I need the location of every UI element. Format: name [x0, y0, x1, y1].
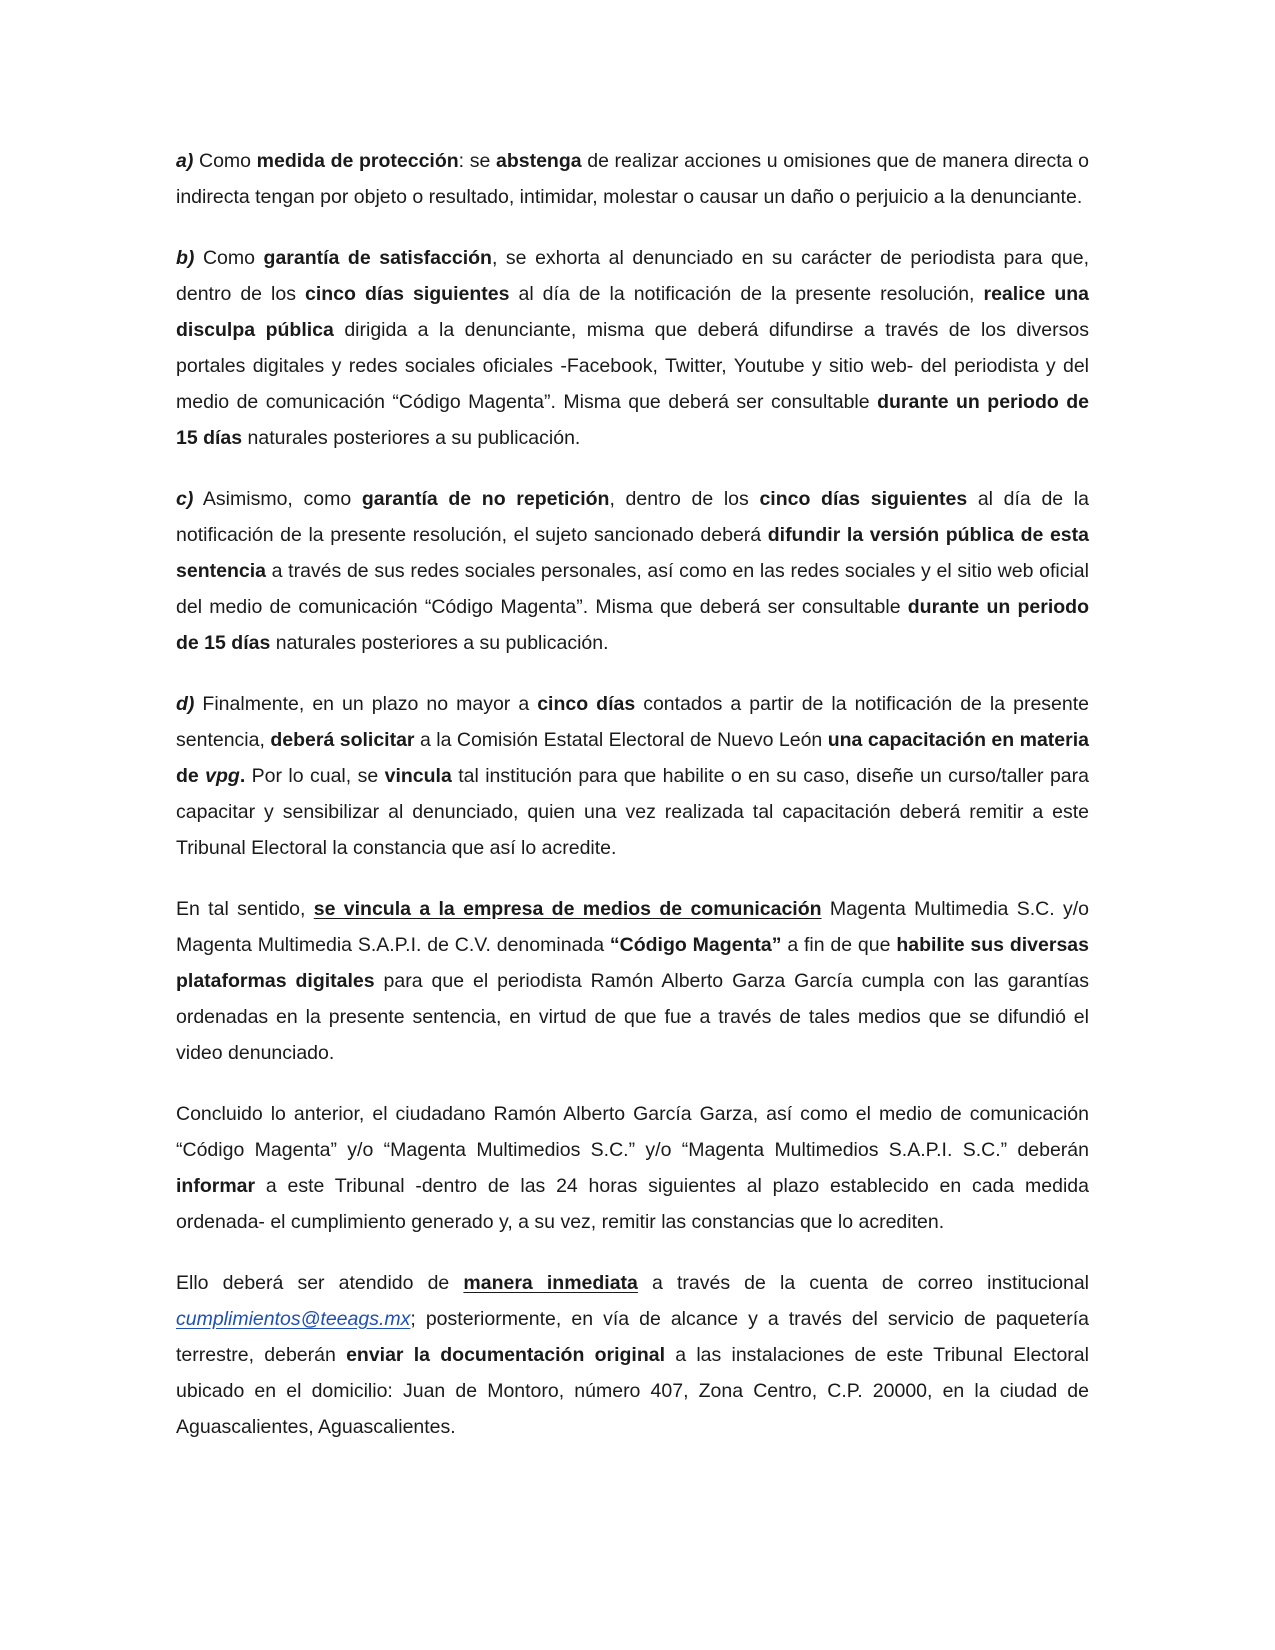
text-run: Por lo cual, se [245, 765, 385, 787]
text-run: Magenta Multimedia S.C. y/o Magenta Multimedia S.A.P.I. de C.V. denominada [176, 898, 1090, 956]
text-run: naturales posteriores a su publicación. [242, 427, 581, 449]
text-run: al día de la notificación de la presente resolución, [509, 283, 984, 305]
text-run: a las instalaciones de este Tribunal Electoral ubicado en el domicilio: Juan de Montoro, número 407, Zona Centro, C.P. 20000, en la ciudad de Aguascalientes, Aguascalientes. [176, 1344, 1089, 1438]
paragraph-b [176, 240, 1089, 456]
text-run: ; posteriormente, en vía de alcance y a través del servicio de paquetería terrestre, deberán [176, 1308, 1089, 1366]
text-run: a este Tribunal -dentro de las 24 horas siguientes al plazo establecido en cada medida ordenada- el cumplimiento generado y, a su vez, remitir las constancias que lo acrediten. [176, 1175, 1089, 1233]
emphasis-text: durante un periodo de 15 días [176, 391, 1090, 449]
emphasis-text: realice una disculpa pública [176, 283, 1089, 341]
text-run: , se exhorta al denunciado en su carácter de periodista para que, dentro de los [176, 247, 1090, 305]
text-run: , dentro de los [609, 488, 760, 510]
emphasis-text: vpg [205, 765, 240, 787]
emphasis-text: abstenga [495, 150, 582, 172]
text-run: dirigida a la denunciante, misma que deberá difundirse a través de los diversos portales digitales y redes sociales oficiales -Facebook, Twitter, Youtube y sitio web- del periodista y del medio de comunicación “Código Magenta”. Misma que deberá ser consultable [176, 319, 1089, 413]
email-link[interactable]: cumplimientos@teeags.mx [176, 1308, 411, 1330]
emphasis-text: a) [176, 150, 194, 172]
paragraph-ello [176, 1265, 1089, 1445]
emphasis-text: habilite sus diversas plataformas digitales [176, 934, 1089, 992]
paragraph-sentido [176, 891, 1089, 1071]
text-run: naturales posteriores a su publicación. [270, 632, 609, 654]
emphasis-text: garantía de satisfacción [263, 247, 492, 269]
emphasis-text: “Código Magenta” [609, 934, 782, 956]
emphasis-text: c) [176, 488, 194, 510]
text-run: al día de la notificación de la presente resolución, el sujeto sancionado deberá [176, 488, 1089, 546]
emphasis-text: manera inmediata [463, 1272, 638, 1294]
text-run: En tal sentido, [176, 898, 314, 920]
paragraph-a [176, 143, 1089, 215]
text-run: : se [458, 150, 496, 172]
text-run: a la Comisión Estatal Electoral de Nuevo León [414, 729, 828, 751]
emphasis-text: se vincula a la empresa de medios de comunicación [313, 898, 822, 920]
emphasis-text: . [239, 765, 246, 787]
text-run: de realizar acciones u omisiones que de manera directa o indirecta tengan por objeto o resultado, intimidar, molestar o causar un daño o perjuicio a la denunciante. [176, 150, 1089, 208]
text-run: a través de sus redes sociales personales, así como en las redes sociales y el sitio web oficial del medio de comunicación “Código Magenta”. Misma que deberá ser consultable [176, 560, 1089, 618]
text-run: Ello deberá ser atendido de [176, 1272, 464, 1294]
emphasis-text: informar [176, 1175, 256, 1197]
text-run: a través de la cuenta de correo institucional [637, 1272, 1089, 1294]
text-run: tal institución para que habilite o en su caso, diseñe un curso/taller para capacitar y sensibilizar al denunciado, quien una vez realizada tal capacitación deberá remitir a este Tribunal Electoral la constancia que así lo acredite. [176, 765, 1089, 859]
text-run: Como [194, 247, 264, 269]
document-body [176, 143, 1089, 1470]
emphasis-text: d) [176, 693, 195, 715]
paragraph-concluido [176, 1096, 1089, 1240]
text-run: a fin de que [781, 934, 897, 956]
emphasis-text: cinco días siguientes [305, 283, 510, 305]
emphasis-text: garantía de no repetición [361, 488, 610, 510]
emphasis-text: enviar la documentación original [346, 1344, 666, 1366]
text-run: Concluido lo anterior, el ciudadano Ramón Alberto García Garza, así como el medio de comunicación “Código Magenta” y/o “Magenta Multimedios S.C.” y/o “Magenta Multimedios S.A.P.I. S.C.” deberán [176, 1103, 1089, 1161]
emphasis-text: difundir la versión pública de esta sentencia [176, 524, 1089, 582]
emphasis-text: b) [176, 247, 195, 269]
emphasis-text: una capacitación en materia de [176, 729, 1089, 787]
emphasis-text: durante un periodo de 15 días [176, 596, 1089, 654]
text-run: Finalmente, en un plazo no mayor a [194, 693, 538, 715]
paragraph-d [176, 686, 1089, 866]
paragraph-c [176, 481, 1089, 661]
text-run: contados a partir de la notificación de la presente sentencia, [176, 693, 1090, 751]
text-run: Asimismo, como [193, 488, 362, 510]
text-run: para que el periodista Ramón Alberto Garza García cumpla con las garantías ordenadas en la presente sentencia, en virtud de que fue a través de tales medios que se difundió el video denunciado. [176, 970, 1089, 1064]
text-run: Como [193, 150, 257, 172]
emphasis-text: cinco días [537, 693, 636, 715]
emphasis-text: deberá solicitar [270, 729, 415, 751]
emphasis-text: vincula [384, 765, 452, 787]
emphasis-text: medida de protección [256, 150, 459, 172]
emphasis-text: cinco días siguientes [759, 488, 968, 510]
